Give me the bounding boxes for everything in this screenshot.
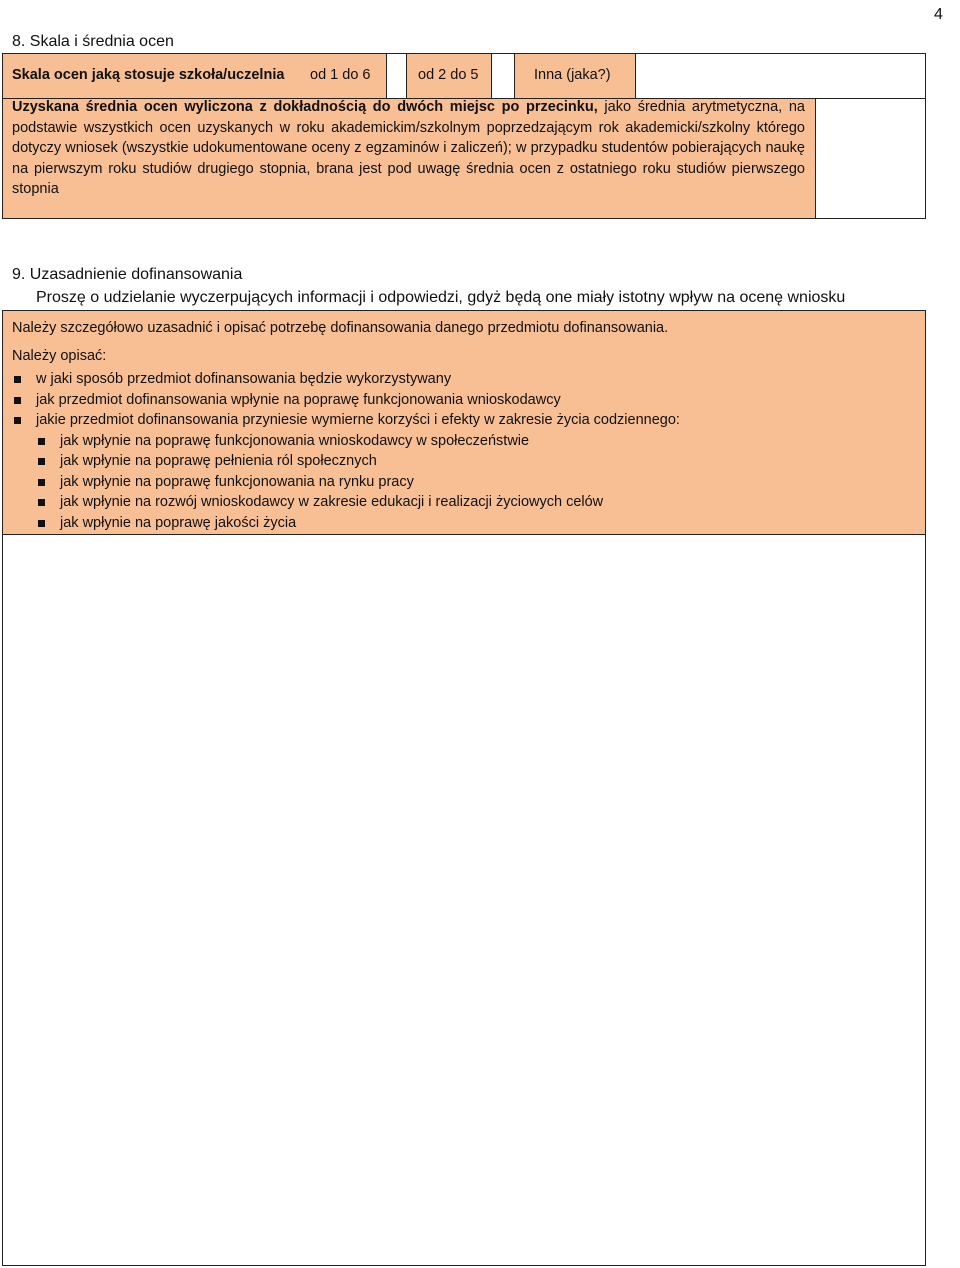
page-number: 4 [934,6,943,23]
bullet-icon [38,499,45,506]
bullet-icon [14,417,21,424]
scale-option-2-checkbox[interactable] [491,53,515,99]
describe-label: Należy opisać: [12,348,107,364]
bullet-icon [38,479,45,486]
bullet-icon [38,458,45,465]
section-9-subheading: Proszę o udzielanie wyczerpujących informacji i odpowiedzi, gdyż będą one miały istotny wpływ na ocenę wniosku [36,289,846,306]
scale-option-3-label: Inna (jaka?) [534,67,611,83]
average-description-rest: jako średnia arytmetyczna, na podstawie wszystkich ocen uzyskanych w roku akademickim/szkolnym poprzedzającym rok akademicki/szkolny którego dotyczy wniosek (wszystkie udokumentowane oceny z egzaminów i zaliczeń); w przypadku studentów pobierających naukę na pierwszym roku studiów drugiego stopnia, brana jest pod uwagę średnia ocen z ostatniego roku studiów pierwszego stopnia [12,99,805,197]
bullet-icon [38,520,45,527]
scale-option-2-label: od 2 do 5 [418,67,479,83]
scale-other-field[interactable] [635,53,926,99]
bullet-icon [38,438,45,445]
section-9-heading: 9. Uzasadnienie dofinansowania [12,266,243,283]
average-input-field[interactable] [815,98,926,219]
bullet-icon [14,376,21,383]
bullet-icon [14,397,21,404]
scale-label: Skala ocen jaką stosuje szkoła/uczelnia [12,67,285,83]
section-8-heading: 8. Skala i średnia ocen [12,33,174,50]
justification-answer-field[interactable] [2,534,926,1266]
scale-option-1-checkbox[interactable] [386,53,407,99]
average-description [12,97,805,200]
scale-option-1-label: od 1 do 6 [310,67,371,83]
average-description-bold: Uzyskana średnia ocen wyliczona z dokładnością do dwóch miejsc po przecinku, [12,99,598,115]
justification-intro: Należy szczegółowo uzasadnić i opisać potrzebę dofinansowania danego przedmiotu dofinansowania. [12,320,669,336]
